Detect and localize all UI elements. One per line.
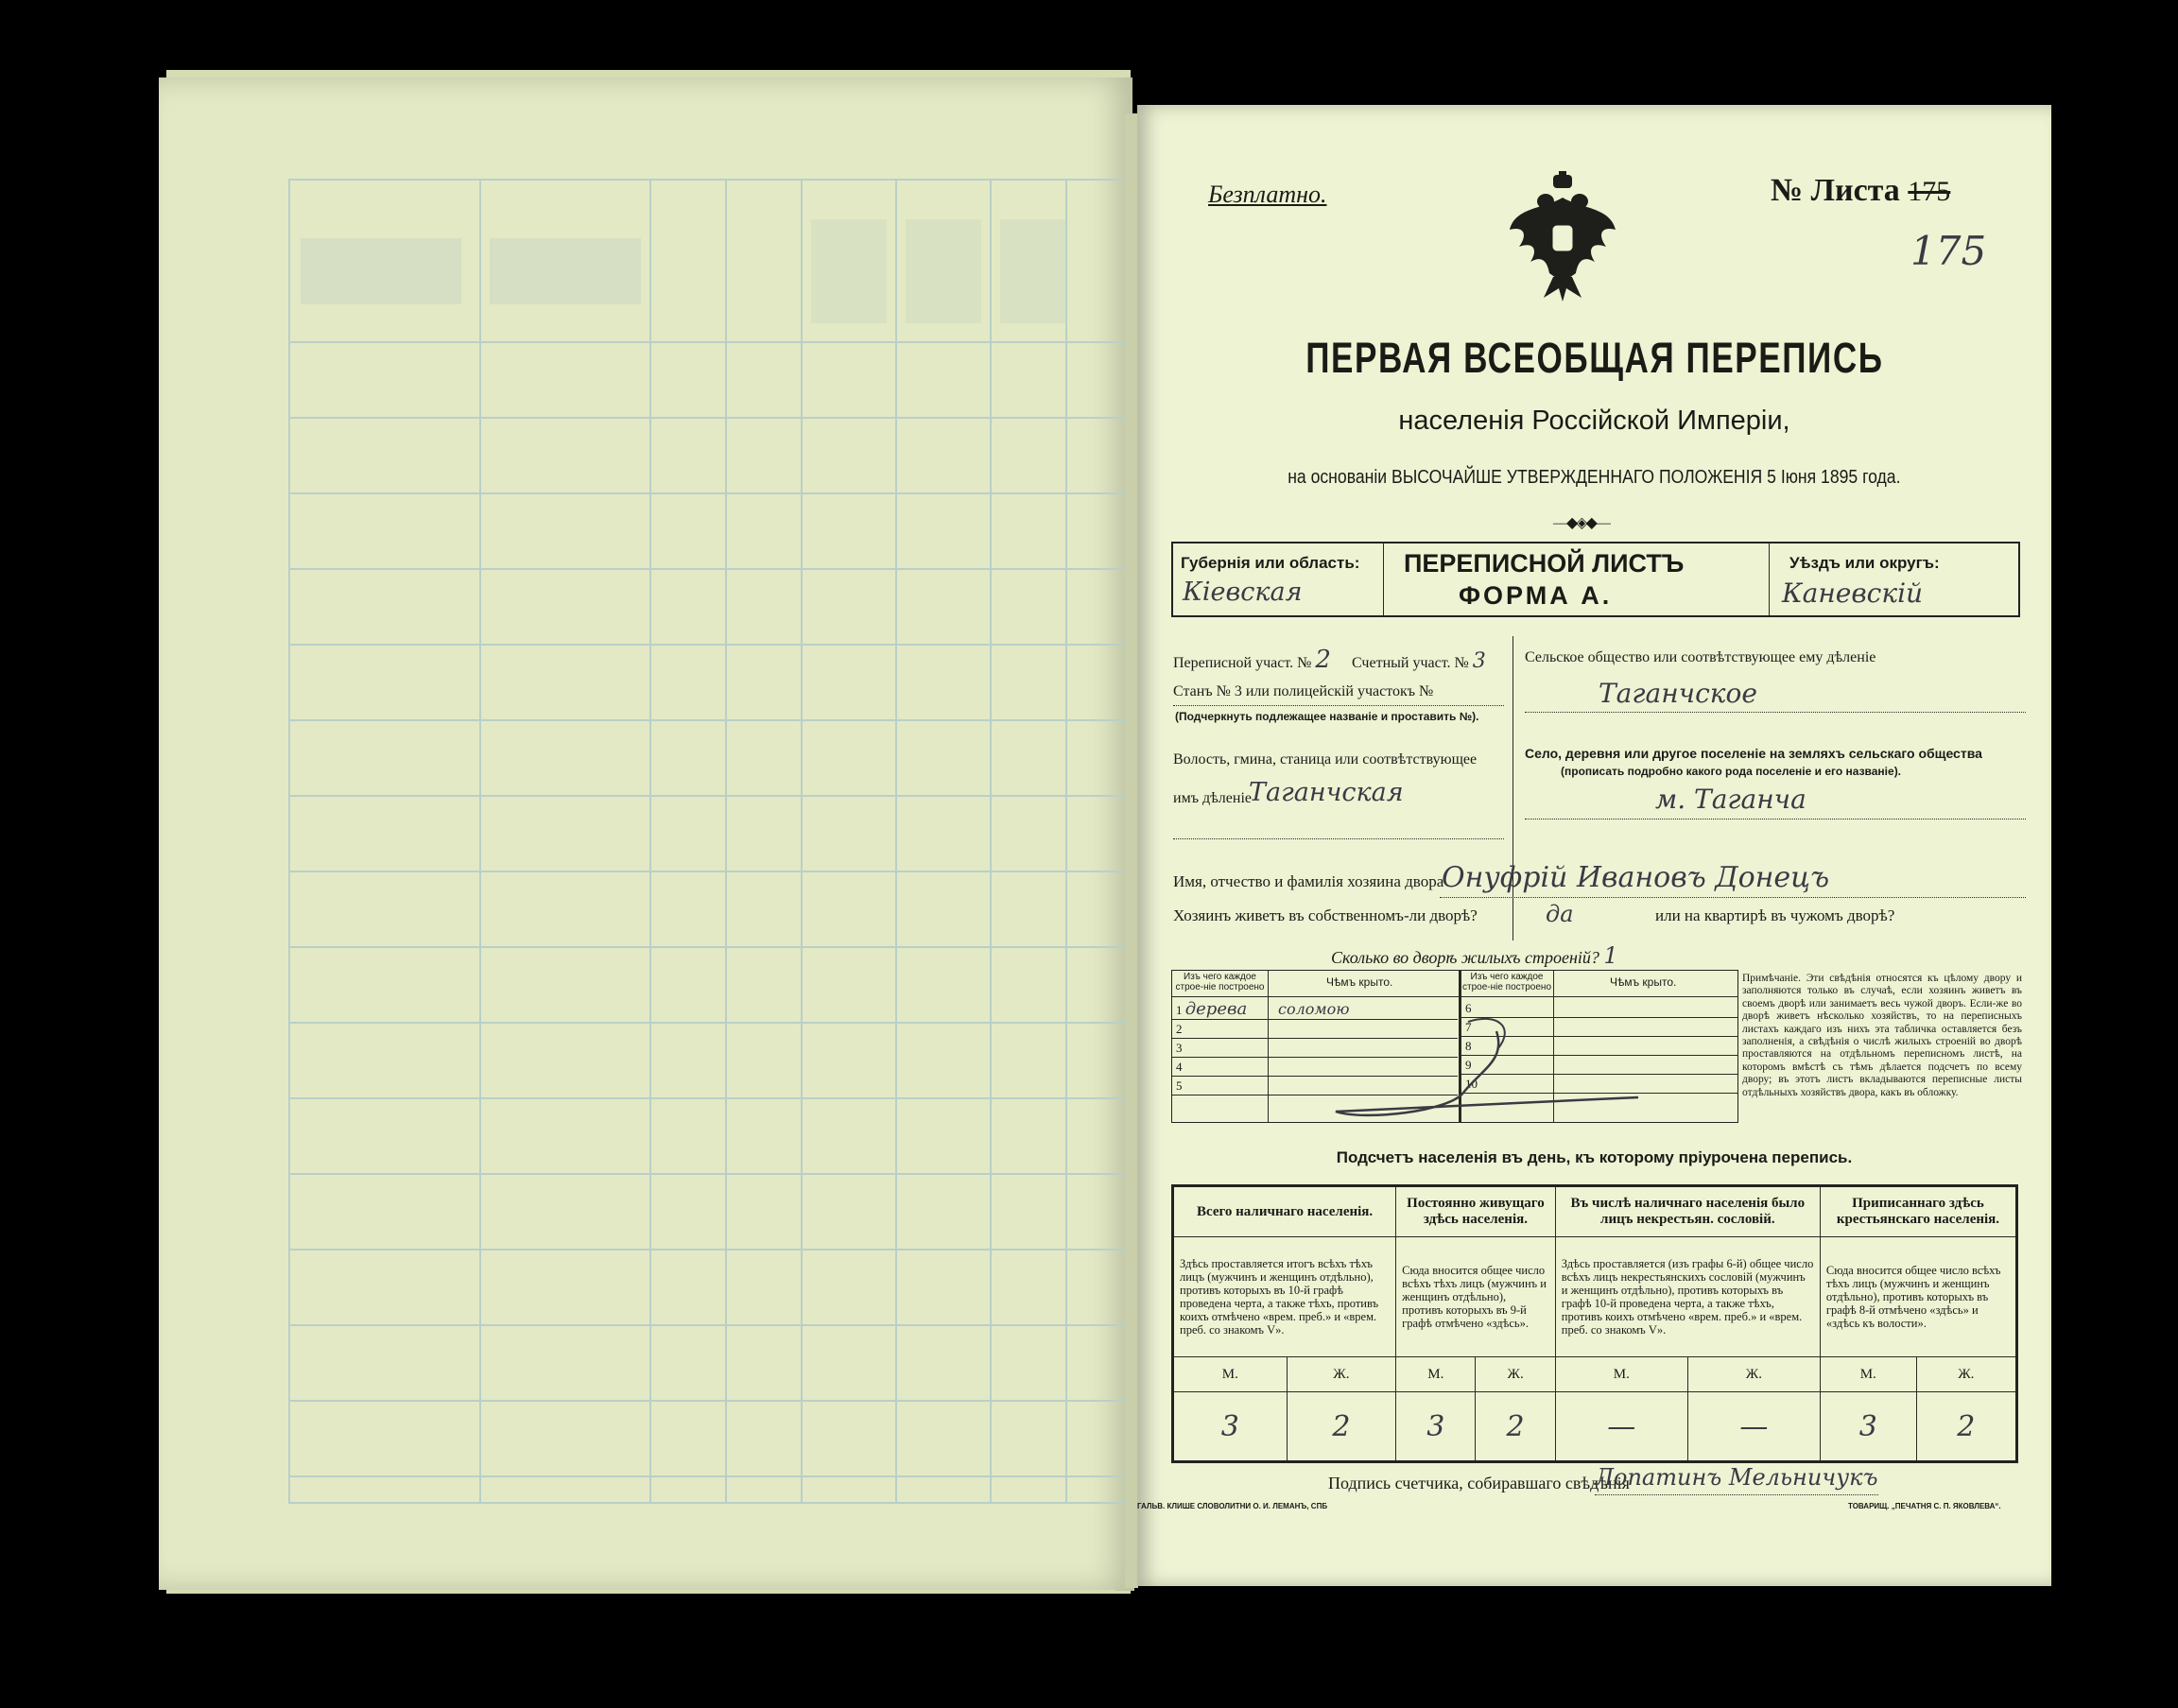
noncrestyan-male-value: — xyxy=(1555,1392,1687,1462)
form-subtitle: ФОРМА А. xyxy=(1459,581,1613,610)
printer-left: ГАЛЬВ. КЛИШЕ СЛОВОЛИТНИ О. И. ЛЕМАНЪ, СПБ xyxy=(1137,1502,1328,1510)
district-label: Уѣздъ или округъ: xyxy=(1789,554,1940,572)
society-value: Таганчское xyxy=(1599,678,1757,709)
box-divider-left xyxy=(1383,542,1384,615)
structures-right-rows: 6 7 8 9 10 xyxy=(1461,999,1737,1094)
m-label: М. xyxy=(1555,1357,1687,1392)
left-page-reverse xyxy=(159,78,1132,1590)
faded-grid xyxy=(159,78,1132,1590)
lives-label-2: или на квартирѣ въ чужомъ дворѣ? xyxy=(1655,906,1895,924)
basis-line: на основаніи ВЫСОЧАЙШЕ УТВЕРЖДЕННАГО ПОЛОЖЕНІЯ 5 Іюня 1895 года. xyxy=(1288,467,1901,488)
spine xyxy=(1125,113,1138,1588)
owner-line xyxy=(1440,897,2026,898)
owner-value: Онуфрій Ивановъ Донецъ xyxy=(1442,861,1830,894)
f-label: Ж. xyxy=(1476,1357,1555,1392)
stan-label: Станъ № 3 или полицейскій участокъ № xyxy=(1173,683,1434,699)
form-title: ПЕРЕПИСНОЙ ЛИСТЪ xyxy=(1404,549,1685,578)
structures-header-line xyxy=(1171,996,1738,997)
census-section: Переписной участ. № 2 Счетный участ. № 3 xyxy=(1173,646,1486,674)
permanent-male-value: 3 xyxy=(1396,1392,1476,1462)
ascribed-male-value: 3 xyxy=(1820,1392,1916,1462)
m-label: М. xyxy=(1820,1357,1916,1392)
struct-col-material-left: Изъ чего каждое строе-ніе построено xyxy=(1175,972,1265,992)
struct-col-roof-right: Чѣмъ крыто. xyxy=(1610,975,1677,989)
noncrestyan-female-value: — xyxy=(1687,1392,1820,1462)
fields-divider xyxy=(1512,636,1513,940)
society-line xyxy=(1525,712,2026,713)
ascribed-female-value: 2 xyxy=(1916,1392,2016,1462)
struct-col-roof-left: Чѣмъ крыто. xyxy=(1326,975,1393,989)
count-desc-ascribed: Сюда вносится общее число всѣхъ тѣхъ лицъ (мужчинъ и женщинъ отдѣльно), противъ которыхъ въ графѣ 8-й отмѣчено «здѣсь» и «здѣсь къ волости». xyxy=(1820,1237,2016,1357)
lives-label: Хозяинъ живетъ въ собственномъ-ли дворѣ? xyxy=(1173,906,1478,924)
society-label: Сельское общество или соотвѣтствующее ему дѣленіе xyxy=(1525,649,1876,665)
count-desc-total: Здѣсь проставляется итогъ всѣхъ тѣхъ лицъ (мужчинъ и женщинъ отдѣльно), противъ которыхъ въ 10-й графѣ проведена черта, а также тѣхъ, противъ коихъ отмѣчено «врем. преб.» и «врем. преб. со знакомъ V». xyxy=(1173,1237,1396,1357)
owner-label: Имя, отчество и фамилія хозяина двора xyxy=(1173,872,1444,890)
counts-title: Подсчетъ населенія въ день, къ которому пріурочена перепись. xyxy=(1336,1148,1853,1166)
province-value: Кіевская xyxy=(1183,578,1303,607)
count-header-ascribed: Приписаннаго здѣсь крестьянскаго населенія. xyxy=(1820,1186,2016,1237)
village-label: Село, деревня или другое поселеніе на земляхъ сельскаго общества xyxy=(1525,746,1982,761)
sheet-number-label: № Листа 175 xyxy=(1771,173,1951,208)
volost-label-2: имъ дѣленіе xyxy=(1173,790,1252,806)
sheet-number-handwritten: 175 xyxy=(1910,228,1987,274)
f-label: Ж. xyxy=(1916,1357,2016,1392)
struct-crossout-stroke xyxy=(1279,1003,1657,1126)
subtitle: населенія Россійской Имперіи, xyxy=(1398,405,1790,436)
box-divider-right xyxy=(1769,542,1770,615)
free-label: Безплатно. xyxy=(1208,181,1327,208)
total-female-value: 2 xyxy=(1287,1392,1396,1462)
volost-line xyxy=(1173,838,1504,839)
volost-value: Таганчская xyxy=(1249,778,1404,807)
count-desc-noncrestyan: Здѣсь проставляется (изъ графы 6-й) общее число всѣхъ лицъ некрестьянскихъ сословій (мужчинъ и женщинъ отдѣльно), противъ которыхъ въ графѣ 10-й проведена черта, а также тѣхъ, противъ коихъ отмѣчено «врем. преб.» и «врем. преб. со знакомъ V». xyxy=(1555,1237,1820,1357)
basis-wrap xyxy=(1137,467,2051,489)
census-form-page xyxy=(1137,105,2051,1586)
count-header-total: Всего наличнаго населенія. xyxy=(1173,1186,1396,1237)
stan-line xyxy=(1173,705,1504,706)
signature-label: Подпись счетчика, собиравшаго свѣдѣнія xyxy=(1328,1474,1630,1492)
structures-left-rows: 1 дерева соломою 2 3 4 5 xyxy=(1172,999,1458,1096)
buildings-label: Сколько во дворѣ жилыхъ строеній? 1 xyxy=(1331,942,1618,969)
signature-line xyxy=(1595,1494,1878,1495)
province-label: Губернія или область: xyxy=(1181,554,1360,572)
total-male-value: 3 xyxy=(1173,1392,1288,1462)
village-value: м. Таганча xyxy=(1655,784,1806,815)
count-header-noncrestyan: Въ числѣ наличнаго населенія было лицъ некрестьян. сословій. xyxy=(1555,1186,1820,1237)
signature-value: Лопатинъ Мельничукъ xyxy=(1595,1464,1878,1491)
population-counts-table xyxy=(1171,1184,2018,1463)
f-label: Ж. xyxy=(1287,1357,1396,1392)
volost-label: Волость, гмина, станица или соотвѣтствующее xyxy=(1173,751,1478,768)
m-label: М. xyxy=(1396,1357,1476,1392)
permanent-female-value: 2 xyxy=(1476,1392,1555,1462)
sheet-number-printed: 175 xyxy=(1908,176,1951,207)
main-title: ПЕРВАЯ ВСЕОБЩАЯ ПЕРЕПИСЬ xyxy=(1305,334,1884,382)
stan-note: (Подчеркнуть подлежащее названіе и проставить №). xyxy=(1175,710,1479,723)
imperial-eagle-emblem xyxy=(1506,171,1619,303)
ornament-divider: —◆◈◆— xyxy=(1553,515,1609,531)
count-header-permanent: Постоянно живущаго здѣсь населенія. xyxy=(1396,1186,1556,1237)
structures-note: Примѣчаніе. Эти свѣдѣнія относятся къ цѣлому двору и заполняются только въ случаѣ, если хозяинъ живетъ въ своемъ дворѣ или занимаетъ весь чужой дворъ. Если-же во дворѣ живетъ нѣсколько хозяйствъ, то на переписныхъ листахъ каждаго изъ нихъ эта табличка оставляется безъ заполненія, а свѣдѣнія о числѣ жилыхъ строеній во дворѣ проставляются на отдѣльномъ переписномъ листѣ, на которомъ вмѣстѣ съ тѣмъ дѣлается подсчетъ по всему двору; въ этотъ листъ вкладываются переписные листы отдѣльныхъ хозяйствъ двора, какъ въ обложку. xyxy=(1742,973,2022,1098)
main-title-wrap xyxy=(1137,334,2051,383)
printer-right: ТОВАРИЩ. „ПЕЧАТНЯ С. П. ЯКОВЛЕВА“. xyxy=(1848,1502,2001,1510)
count-desc-permanent: Сюда вносится общее число всѣхъ тѣхъ лицъ (мужчинъ и женщинъ отдѣльно), противъ которыхъ въ 9-й графѣ отмѣчено «здѣсь». xyxy=(1396,1237,1556,1357)
m-label: М. xyxy=(1173,1357,1288,1392)
f-label: Ж. xyxy=(1687,1357,1820,1392)
district-value: Каневскій xyxy=(1782,578,1924,609)
village-note: (прописать подробно какого рода поселеніе и его названіе). xyxy=(1561,765,1902,778)
struct-col-material-right: Изъ чего каждое строе-ніе построено xyxy=(1462,972,1552,992)
lives-value: да xyxy=(1546,901,1574,927)
